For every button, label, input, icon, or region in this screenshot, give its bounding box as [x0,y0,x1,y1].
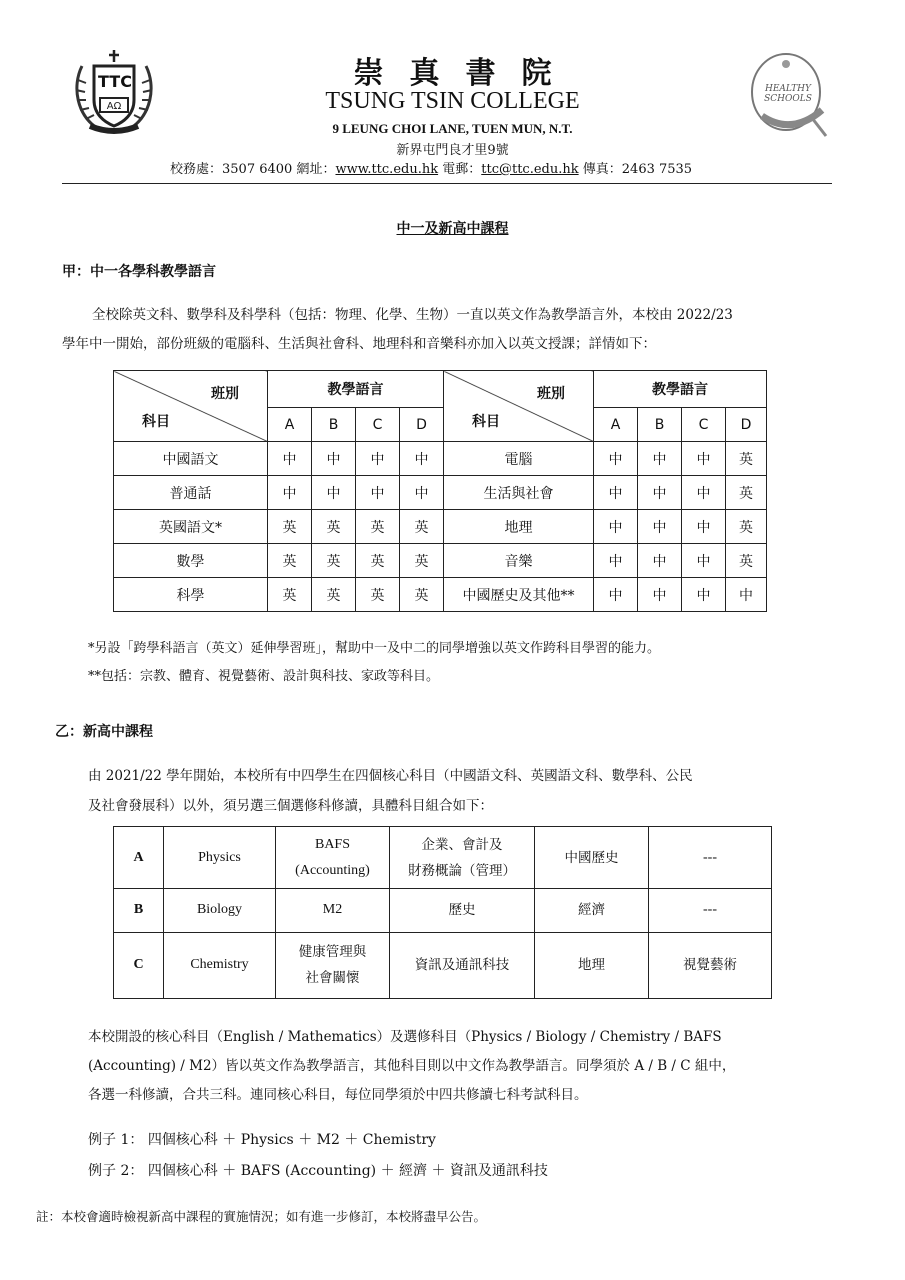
lang-cell: 中 [594,476,638,510]
school-address-chinese: 新界屯門良才里9號 [396,143,509,158]
website-link[interactable]: www.ttc.edu.hk [335,162,439,177]
class-header: A [594,408,638,442]
example-label: 例子 2： [88,1163,144,1179]
email-link[interactable]: ttc@ttc.edu.hk [481,162,579,177]
lang-cell: 英 [726,442,767,476]
email-label: 電郵： [442,162,482,177]
subject-cell: 數學 [114,544,268,578]
class-header: C [356,408,400,442]
example-text: 四個核心科 ＋ Physics ＋ M2 ＋ Chemistry [147,1132,436,1148]
example-label: 例子 1： [88,1132,144,1148]
subject-cell: 生活與社會 [444,476,594,510]
svg-text:AΩ: AΩ [106,101,122,112]
phone-number: 3507 6400 [222,162,293,177]
lang-cell: 英 [312,544,356,578]
subject-cell: 中國語文 [114,442,268,476]
s1-language-table [113,370,767,612]
class-header: C [682,408,726,442]
subject-cell: 普通話 [114,476,268,510]
lang-cell: 英 [400,510,444,544]
table-row [114,578,767,612]
lang-cell: 中 [638,510,682,544]
elective-cell: --- [649,827,772,889]
elective-cell: Physics [164,827,276,889]
table-row [114,544,767,578]
class-header: D [726,408,767,442]
school-address-english: 9 LEUNG CHOI LANE, TUEN MUN, N.T. [332,121,573,136]
footnote-single-asterisk: *另設「跨學科語言（英文）延伸學習班」，幫助中一及中二的同學增強以英文作跨科目學習的能力。 [88,641,661,656]
crest-monogram: TTC [98,72,132,91]
table-row [114,932,772,998]
contact-line [170,158,692,177]
lang-cell: 中 [638,578,682,612]
table1-left-lang-header: 教學語言 [268,371,444,408]
lang-cell: 英 [268,544,312,578]
lang-cell: 英 [268,578,312,612]
table1-right-corner-header: 班別 科目 [444,371,594,442]
elective-cell: 中國歷史 [535,827,649,889]
elective-cell: 經濟 [535,889,649,932]
lang-cell: 中 [726,578,767,612]
school-name-english: TSUNG TSIN COLLEGE [325,88,580,114]
elective-cell: Chemistry [164,932,276,998]
elective-cell: 視覺藝術 [649,932,772,998]
example-2 [88,1160,548,1180]
fax-label: 傳真： [582,162,622,177]
lang-cell: 中 [356,442,400,476]
class-header: A [268,408,312,442]
section1-paragraph-line2: 學年中一開始，部份班級的電腦科、生活與社會科、地理科和音樂科亦加入以英文授課；詳情如下： [62,336,656,352]
table-row [114,889,772,932]
footer-note: 註：本校會適時檢視新高中課程的實施情況；如有進一步修訂，本校將盡早公告。 [36,1209,487,1224]
group-label: B [114,889,164,932]
subject-cell: 英國語文* [114,510,268,544]
lang-cell: 中 [594,544,638,578]
fax-number: 2463 7535 [621,162,693,177]
lang-cell: 中 [638,442,682,476]
elective-groups-table [113,826,772,999]
elective-cell: 資訊及通訊科技 [390,932,535,998]
table-row [114,476,767,510]
lang-cell: 中 [594,442,638,476]
lang-cell: 英 [726,476,767,510]
subject-cell: 地理 [444,510,594,544]
lang-cell: 中 [638,544,682,578]
table-row [114,827,772,889]
table-row [114,442,767,476]
header-divider [62,183,832,184]
elective-cell: --- [649,889,772,932]
school-name-chinese: 崇真書院 [353,56,578,91]
lang-cell: 中 [400,442,444,476]
class-header: B [312,408,356,442]
elective-cell: Biology [164,889,276,932]
lang-cell: 英 [400,578,444,612]
lang-cell: 中 [682,476,726,510]
lang-cell: 英 [356,544,400,578]
section2-paragraph-line1: 由 2021/22 學年開始，本校所有中四學生在四個核心科目（中國語文科、英國語文科、數學科、公民 [88,768,693,784]
lang-cell: 中 [312,476,356,510]
section2-paragraph-line2: 及社會發展科）以外，須另選三個選修科修讀，具體科目組合如下： [88,798,493,814]
award-logo-text: HEALTHY SCHOOLS [764,84,812,104]
elective-cell: 健康管理與 社會關懷 [276,932,390,998]
table1-right-lang-header: 教學語言 [594,371,767,408]
lang-cell: 中 [682,578,726,612]
lang-cell: 中 [268,442,312,476]
lang-cell: 中 [682,442,726,476]
class-header: B [638,408,682,442]
subject-cell: 音樂 [444,544,594,578]
lang-cell: 中 [638,476,682,510]
lang-cell: 中 [682,510,726,544]
section2-paragraph2-line3: 各選一科修讀，合共三科。連同核心科目，每位同學須於中四共修讀七科考試科目。 [88,1087,588,1103]
lang-cell: 中 [682,544,726,578]
section2-paragraph2-line1: 本校開設的核心科目（English / Mathematics）及選修科目（Physics / Biology / Chemistry / BAFS [88,1029,722,1045]
section2-heading: 乙：新高中課程 [55,724,153,740]
phone-label: 校務處： [170,162,223,177]
lang-cell: 中 [268,476,312,510]
group-label: C [114,932,164,998]
lang-cell: 英 [726,544,767,578]
lang-cell: 中 [356,476,400,510]
elective-cell: 歷史 [390,889,535,932]
lang-cell: 英 [400,544,444,578]
group-label: A [114,827,164,889]
elective-cell: BAFS (Accounting) [276,827,390,889]
lang-cell: 英 [312,510,356,544]
website-label: 網址： [296,162,336,177]
footnote-double-asterisk: **包括：宗教、體育、視覺藝術、設計與科技、家政等科目。 [88,669,440,684]
section1-paragraph-line1: 全校除英文科、數學科及科學科（包括：物理、化學、生物）一直以英文作為教學語言外，本校由 2022/23 [92,307,733,323]
lang-cell: 中 [312,442,356,476]
lang-cell: 中 [594,510,638,544]
subject-cell: 電腦 [444,442,594,476]
lang-cell: 英 [312,578,356,612]
elective-cell: 地理 [535,932,649,998]
table-row [114,510,767,544]
lang-cell: 英 [268,510,312,544]
document-title: 中一及新高中課程 [396,221,509,237]
table1-left-corner-header: 班別 科目 [114,371,268,442]
section1-heading: 甲：中一各學科教學語言 [62,264,216,280]
example-1 [88,1129,436,1149]
lang-cell: 英 [356,578,400,612]
elective-cell: M2 [276,889,390,932]
elective-cell: 企業、會計及 財務概論（管理） [390,827,535,889]
subject-cell: 中國歷史及其他** [444,578,594,612]
lang-cell: 英 [726,510,767,544]
example-text: 四個核心科 ＋ BAFS (Accounting) ＋ 經濟 ＋ 資訊及通訊科技 [147,1163,548,1179]
lang-cell: 中 [400,476,444,510]
lang-cell: 英 [356,510,400,544]
section2-paragraph2-line2: (Accounting) / M2）皆以英文作為教學語言，其他科目則以中文作為教學語言。同學須於 A / B / C 組中， [88,1058,736,1074]
class-header: D [400,408,444,442]
subject-cell: 科學 [114,578,268,612]
lang-cell: 中 [594,578,638,612]
